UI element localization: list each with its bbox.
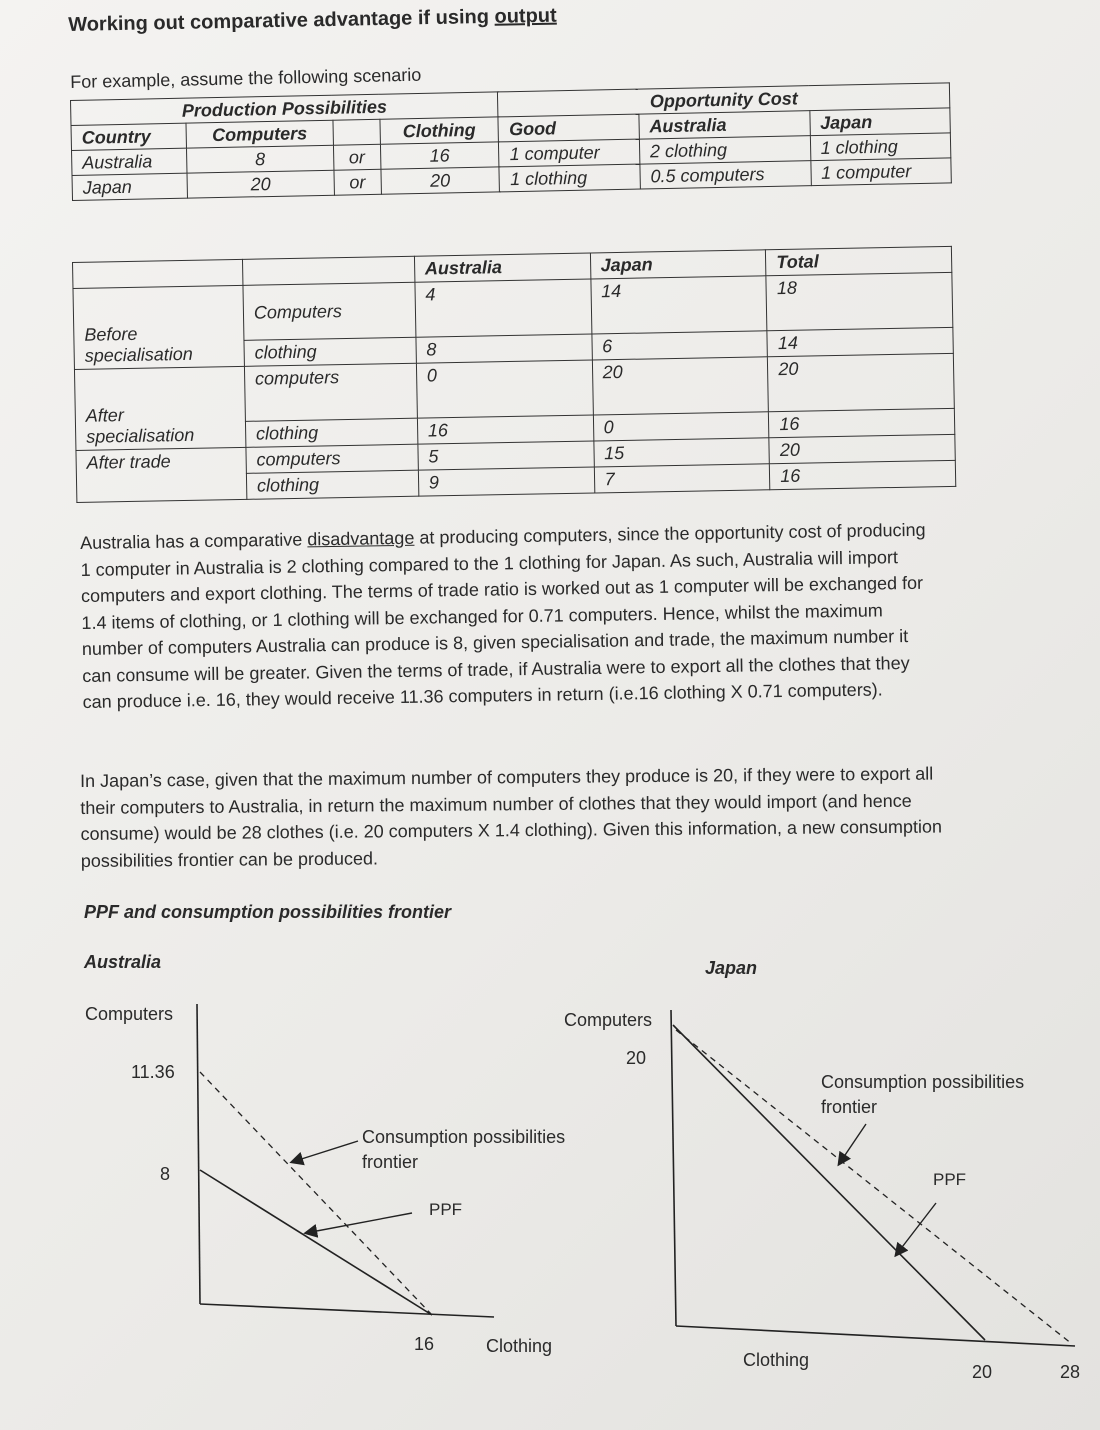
y-axis-label-japan: Computers — [564, 1010, 653, 1030]
japan-graph — [671, 1010, 1075, 1346]
cell: 20 — [592, 357, 769, 415]
underlined-word: disadvantage — [307, 527, 415, 550]
cell: 14 — [767, 327, 953, 356]
australia-graph — [197, 1004, 494, 1317]
cell: 20 — [768, 353, 955, 411]
cell: computers — [244, 363, 417, 421]
ppf-line-japan — [673, 1025, 985, 1340]
section-heading: PPF and consumption possibilities frontier — [84, 902, 452, 922]
col-japan: Japan — [809, 108, 950, 136]
cell: 16 — [380, 142, 499, 169]
stage-before: Before specialisation — [73, 285, 244, 369]
cell: Australia — [72, 148, 188, 175]
cpf-arrow-australia — [292, 1141, 358, 1162]
cell: 9 — [418, 467, 594, 496]
title-text: Working out comparative advantage if using — [68, 5, 495, 36]
x-axis-australia — [200, 1304, 494, 1317]
cell: 15 — [593, 438, 769, 467]
x-axis-label-australia: Clothing — [486, 1336, 553, 1356]
col-australia: Australia — [639, 111, 810, 139]
cell: clothing — [246, 470, 418, 499]
stage-after-trade: After trade — [76, 447, 247, 502]
x-tick-28: 28 — [1060, 1362, 1081, 1382]
cell: Japan — [72, 173, 188, 200]
col-good: Good — [498, 114, 639, 142]
cell: 16 — [417, 415, 593, 444]
cell: 5 — [418, 441, 594, 470]
y-axis-japan — [671, 1010, 676, 1326]
x-tick-16: 16 — [414, 1334, 435, 1354]
cell: 2 clothing — [639, 136, 810, 164]
cpf-line-australia — [200, 1072, 432, 1315]
ppf-arrow-australia — [306, 1213, 412, 1233]
cell: 20 — [187, 170, 334, 198]
col-australia: Australia — [414, 253, 590, 282]
cell: 6 — [591, 331, 767, 360]
x-axis-japan — [676, 1326, 1075, 1346]
cpf-line-japan — [676, 1030, 1072, 1344]
cell: 18 — [766, 272, 953, 330]
graph-title-japan: Japan — [705, 958, 758, 978]
cell: 20 — [381, 167, 500, 194]
opportunity-cost-header: Opportunity Cost — [498, 83, 950, 117]
stage-after-specialisation: After specialisation — [74, 366, 245, 450]
cell: clothing — [244, 337, 416, 366]
col-clothing: Clothing — [380, 117, 499, 144]
x-tick-20: 20 — [972, 1362, 993, 1382]
cell: 16 — [769, 408, 955, 437]
cell: 0.5 computers — [640, 161, 811, 189]
cpf-arrow-japan — [839, 1124, 866, 1164]
paragraph-text: at producing computers, since the opportunity cost of producing 1 computer in Australia is 2 clothing compared to the 1 clothing for Japan. As such, Australia will import computers and export clothing. The terms of trade ratio is worked out as 1 computer will be exchanged for 1.4 items of clothing, or 1 clothing will be exchanged for 0.71 computers. Hence, whilst the maximum number of computers Australia can produce is 8, given specialisation and trade, the maximum number it can consume will be greater. Given the terms of trade, if Australia were to export all the clothes that they can produce i.e. 16, they would receive 11.36 computers in return (i.e.16 clothing X 0.71 computers). — [80, 519, 926, 712]
cell: or — [333, 144, 380, 170]
cell: clothing — [245, 418, 417, 447]
cpf-label-australia: Consumption possibilities frontier — [362, 1127, 566, 1172]
ppf-line-australia — [200, 1170, 432, 1315]
cell: 20 — [769, 434, 955, 463]
paragraph-text: Australia has a comparative — [80, 529, 308, 553]
y-tick-20: 20 — [626, 1048, 647, 1068]
cell: 0 — [593, 412, 769, 441]
cell: 16 — [770, 460, 956, 489]
cell: 1 clothing — [499, 164, 640, 192]
cell: 1 computer — [499, 139, 640, 167]
title-underlined-word: output — [494, 4, 557, 28]
y-axis-australia — [197, 1004, 200, 1304]
ppf-arrow-japan — [896, 1203, 936, 1255]
y-axis-label-australia: Computers — [85, 1004, 174, 1024]
ppf-label-japan: PPF — [933, 1170, 967, 1189]
y-tick-8: 8 — [160, 1164, 171, 1184]
cell: 0 — [416, 360, 593, 418]
cell: 8 — [187, 145, 334, 173]
col-total: Total — [766, 246, 952, 275]
col-japan: Japan — [590, 250, 766, 279]
col-country: Country — [71, 123, 187, 150]
cell: 8 — [416, 334, 592, 363]
cell: 7 — [594, 464, 770, 493]
cell: Computers — [243, 282, 416, 340]
cell: 4 — [415, 279, 592, 337]
cell: computers — [246, 444, 418, 473]
col-computers: Computers — [186, 120, 333, 148]
cell: 1 computer — [810, 158, 951, 186]
paragraph-japan: In Japan’s case, given that the maximum number of computers they produce is 20, if they were to export all their computers to Australia, in return the maximum number of clothes that they would import (and hence consume) would be 28 clothes (i.e. 20 computers X 1.4 clothing). Given this information, a new consumption possibilities frontier can be produced. — [80, 763, 943, 871]
ppf-label-australia: PPF — [429, 1200, 463, 1219]
cell: 1 clothing — [810, 133, 951, 161]
graph-title-australia: Australia — [84, 952, 162, 972]
cpf-label-japan: Consumption possibilities frontier — [821, 1072, 1025, 1117]
x-axis-label-japan: Clothing — [743, 1350, 810, 1370]
y-tick-11-36: 11.36 — [131, 1062, 175, 1082]
cell: 14 — [590, 276, 767, 334]
intro-text: For example, assume the following scenario — [70, 64, 422, 92]
cell: or — [334, 169, 381, 195]
production-possibilities-header: Production Possibilities — [71, 92, 499, 126]
